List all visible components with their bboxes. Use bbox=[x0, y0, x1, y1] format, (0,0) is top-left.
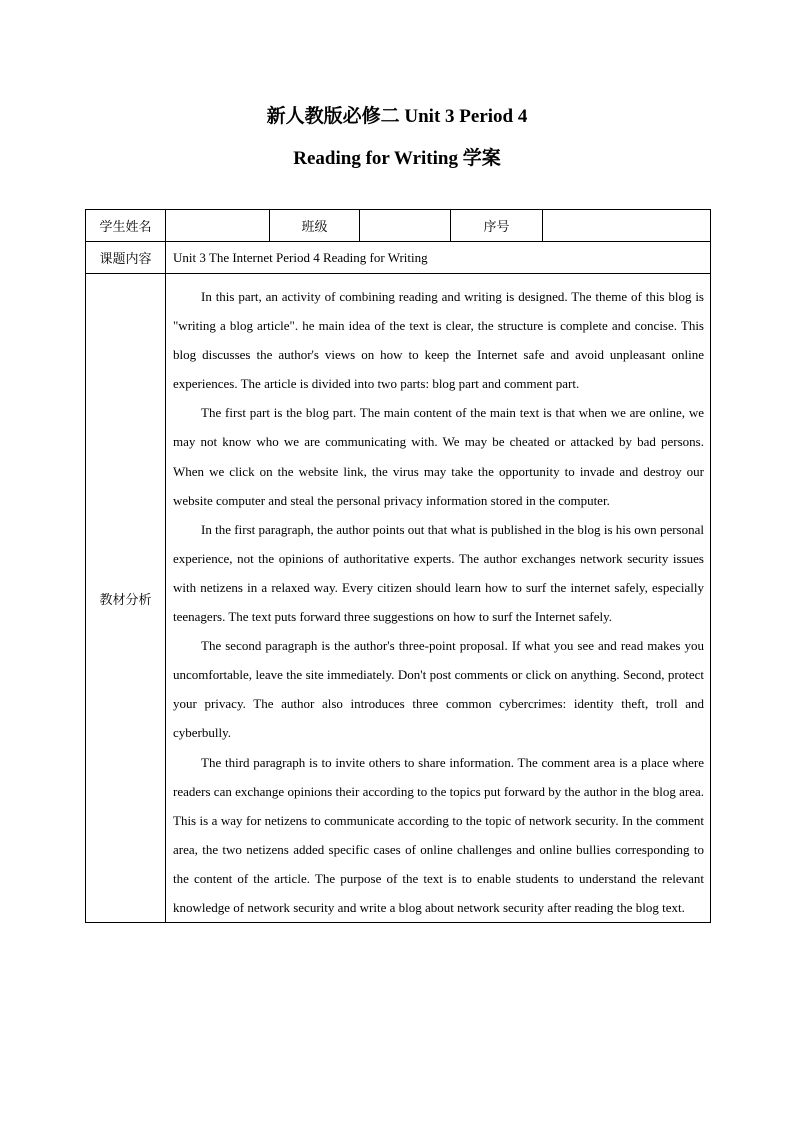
lesson-info-table bbox=[85, 209, 711, 923]
class-field[interactable] bbox=[360, 210, 451, 242]
analysis-paragraph-4: The second paragraph is the author's three-point proposal. If what you see and read makes you uncomfortable, leave the site immediately. Don't post comments or click on anything. Second, protect your privacy. The author also introduces three common cybercrimes: identity theft, troll and cyberbully. bbox=[173, 638, 704, 741]
topic-label: 课题内容 bbox=[86, 242, 166, 274]
analysis-content bbox=[166, 274, 711, 923]
analysis-paragraph-2: The first part is the blog part. The main content of the main text is that when we are online, we may not know who we are communicating with. We may be cheated or attacked by bad persons. When we click on the website link, the virus may take the opportunity to invade and destroy our website computer and steal the personal privacy information stored in the computer. bbox=[173, 405, 704, 508]
analysis-paragraph-3: In the first paragraph, the author points out that what is published in the blog is his own personal experience, not the opinions of authoritative experts. The author exchanges network security issues with netizens in a relaxed way. Every citizen should learn how to surf the internet safely, especially teenagers. The text puts forward three suggestions on how to surf the Internet safely. bbox=[173, 521, 704, 625]
class-label: 班级 bbox=[270, 210, 360, 242]
student-name-field[interactable] bbox=[166, 210, 270, 242]
analysis-paragraph-5: The third paragraph is to invite others to share information. The comment area is a place where readers can exchange opinions their according to the topics put forward by the author in the blog area. This is a way for netizens to communicate according to the topic of network security. In the comment area, the two netizens added specific cases of online challenges and online bullies corresponding to the content of the article. The purpose of the text is to enable students to understand the relevant knowledge of network security and write a blog about network security after reading the blog text. bbox=[173, 754, 704, 915]
student-name-label: 学生姓名 bbox=[86, 210, 166, 242]
number-field[interactable] bbox=[543, 210, 711, 242]
document-title-line-2: Reading for Writing 学案 bbox=[293, 148, 501, 169]
document-title-line-1: 新人教版必修二 Unit 3 Period 4 bbox=[266, 106, 528, 127]
analysis-paragraph-1: In this part, an activity of combining reading and writing is designed. The theme of this blog is "writing a blog article". he main idea of the text is clear, the structure is complete and concise. This blog discusses the author's views on how to keep the Internet safe and avoid unpleasant online experiences. The article is divided into two parts: blog part and comment part. bbox=[173, 289, 704, 392]
topic-row bbox=[86, 242, 711, 274]
student-info-row bbox=[86, 210, 711, 242]
topic-value: Unit 3 The Internet Period 4 Reading for Writing bbox=[166, 242, 711, 274]
analysis-row bbox=[86, 274, 711, 923]
number-label: 序号 bbox=[451, 210, 543, 242]
analysis-label: 教材分析 bbox=[86, 274, 166, 923]
